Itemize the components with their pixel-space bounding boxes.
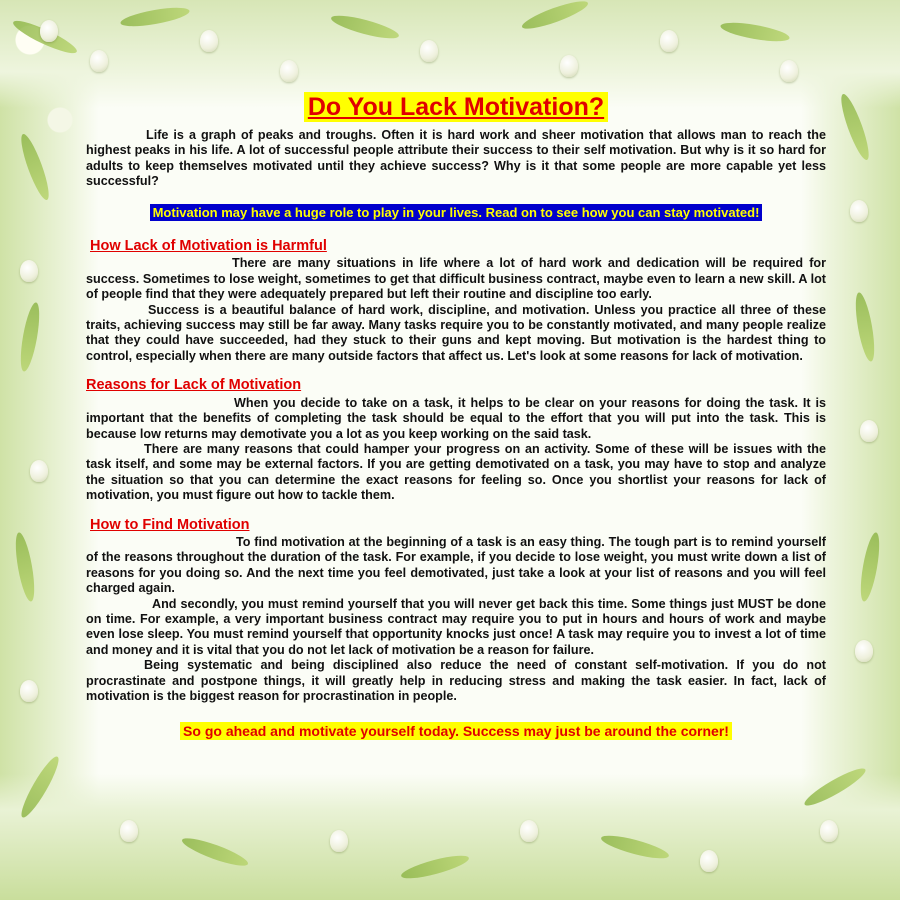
flower-bud-decoration [560, 55, 578, 77]
intro-paragraph: Life is a graph of peaks and troughs. Often it is hard work and sheer motivation that allows man to reach the highest peaks in his life. A lot of successful people attribute their success to their self motivation. But why is it so hard for adults to keep themselves motivated until they achieve success? Why is it that some people are more capable yet less successful? [86, 128, 826, 189]
section-harmful [86, 239, 826, 364]
page-title: Do You Lack Motivation? [304, 92, 608, 122]
flower-bud-decoration [700, 850, 718, 872]
leaf-decoration [399, 851, 470, 883]
flower-bud-decoration [90, 50, 108, 72]
section-paragraph: When you decide to take on a task, it helps to be clear on your reasons for doing the task. It is important that the benefits of completing the task should be equal to the effort that you will put into the task. This is because low returns may demotivate you a lot as you keep working on the said task. [86, 395, 826, 441]
motivation-banner: Motivation may have a huge role to play in your lives. Read on to see how you can stay motivated! [150, 204, 763, 221]
leaf-decoration [16, 753, 63, 821]
leaf-decoration [17, 301, 43, 372]
flower-bud-decoration [860, 420, 878, 442]
flower-bud-decoration [20, 260, 38, 282]
section-reasons [86, 378, 826, 503]
section-heading: How Lack of Motivation is Harmful [90, 238, 327, 255]
leaf-decoration [801, 763, 869, 810]
flower-bud-decoration [120, 820, 138, 842]
leaf-decoration [836, 92, 873, 163]
section-paragraph: Being systematic and being disciplined also reduce the need of constant self-motivation. If you do not procrastinate and postpone things, it will greatly help in reducing stress and making the task easier. In fact, lack of motivation is the biggest reason for procrastination in people. [86, 658, 826, 703]
leaf-decoration [119, 4, 190, 30]
flower-bud-decoration [820, 820, 838, 842]
flower-bud-decoration [280, 60, 298, 82]
flower-bud-decoration [40, 20, 58, 42]
section-heading: How to Find Motivation [90, 516, 250, 533]
leaf-decoration [12, 531, 38, 602]
section-heading: Reasons for Lack of Motivation [86, 377, 302, 394]
leaf-decoration [857, 531, 883, 602]
closing-banner: So go ahead and motivate yourself today. Success may just be around the corner! [180, 722, 732, 740]
flower-bud-decoration [20, 680, 38, 702]
section-paragraph: There are many situations in life where a lot of hard work and dedication will be required for success. Sometimes to lose weight, sometimes to get that difficult business contract, maybe even to learn a new skill. A lot of people find that they were adequately prepared but left their routine and discipline too early. [86, 256, 826, 302]
flower-bud-decoration [520, 820, 538, 842]
leaf-decoration [520, 0, 591, 34]
leaf-decoration [180, 833, 251, 870]
section-paragraph: There are many reasons that could hamper your progress on an activity. Some of these will be issues with the task itself, and some may be external factors. If you are getting demotivated on a task, you may have to stop and analyze the situation so that you can determine the exact reasons for feeling so. Once you shortlist your reasons for lack of motivation, you must figure out how to tackle them. [86, 441, 826, 503]
section-paragraph: To find motivation at the beginning of a task is an easy thing. The tough part is to remind yourself of the reasons throughout the duration of the task. For example, if you decide to lose weight, you must write down a list of reasons for you doing so. And the next time you feel demotivated, just take a look at your list of reasons and you will feel charged again. [86, 534, 826, 596]
flower-bud-decoration [200, 30, 218, 52]
leaf-decoration [16, 132, 53, 203]
flower-bud-decoration [780, 60, 798, 82]
leaf-decoration [599, 831, 670, 863]
section-paragraph: And secondly, you must remind yourself that you will never get back this time. Some things just MUST be done on time. For example, a very important business contract may require you to put in hours and hours of work and maybe even lose sleep. You must remind yourself that opportunity knocks just once! A task may require you to invest a lot of time and money and it is vital that you do not let lack of motivation be a reason for failure. [86, 596, 826, 657]
article [86, 92, 826, 741]
flower-bud-decoration [850, 200, 868, 222]
leaf-decoration [329, 11, 400, 43]
section-paragraph: Success is a beautiful balance of hard work, discipline, and motivation. Unless you practice all three of these traits, achieving success may still be far away. Many tasks require you to be constantly motivated, and many people realize that they could have succeeded, had they stuck to their guns and kept moving. But motivation is the hardest thing to control, especially when there are many outside factors that affect us. Let's look at some reasons for lack of motivation. [86, 302, 826, 363]
section-find-motivation [86, 518, 826, 705]
flower-bud-decoration [660, 30, 678, 52]
flower-bud-decoration [855, 640, 873, 662]
flower-bud-decoration [420, 40, 438, 62]
flower-bud-decoration [330, 830, 348, 852]
flower-bud-decoration [30, 460, 48, 482]
leaf-decoration [852, 291, 878, 362]
leaf-decoration [719, 19, 790, 45]
